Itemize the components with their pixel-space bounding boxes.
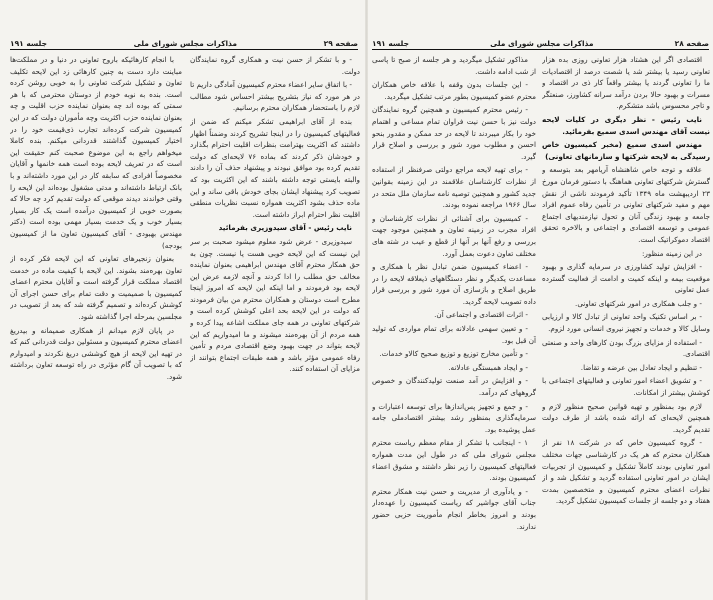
paragraph: - و ایجاد همبستگی عادلانه.	[448, 362, 528, 372]
paragraph: مذاکور تشکیل میگردید و هر جلسه از صبح تا پاسی از شب ادامه داشت.	[372, 55, 536, 76]
paragraph: - و افزایش در آمد صنعت تولیدکنندگان و خصوص گروههای کم درآمد.	[372, 376, 536, 398]
speaker-heading: مهندس اسدی سمیع (مخبر کمیسیون خاص رسیدگی به لایحه شرکتها و سازمانهای تعاونی)	[542, 140, 710, 161]
paragraph: - و تعیین سهمی عادلانه برای تمام مواردی که تولید آن قبل بود.	[372, 324, 536, 345]
session-number: جلسه ۱۹۱	[372, 39, 410, 48]
publication-title: مذاکرات مجلس شورای ملی	[490, 39, 594, 48]
text-column	[10, 54, 182, 594]
paragraph: - رئیس محترم کمیسیون و همچنین گروه نمایندگان دولت نیز با حسن نیت فراوان تمام مساعی و اهتمام خود را بکار میبردند تا لایحه در حد ممکن و مقدور بنحو احسن و مطلوب مورد شور و بررسی و اصلاح قرار گیرد.	[372, 105, 536, 161]
paragraph: بنده از آقای ابراهیمی تشکر میکنم که ضمن از فعالیتهای کمیسیون را در اینجا تشریح کردند وضمناً اظهار داشتند که اکثریت بهترامت بنظرات اقلیت احترام بگذارد و خودشان ذکر کردند که بماده ۷۶ لایحه‌ای که دولت تقدیم کرده بود موافق نبودند و پیشنهاد حذف آن را دادند والبته بایستی توجه داشته باشند که این اکثریت بود که تصویب کرد پیشنهاد ایشان بجای خودش باقی ساند و این ماده حذف بشود اکثریت همواره نسبت نظریات منطقی اقلیت نظر احترام ابراز داشته است.	[190, 116, 360, 219]
paragraph: اقتصادی اگر این هشتاد هزار تعاونی روزی بده هزار تعاونی رسید یا بیشتر شد یا شصت درصد از اقتصادیات ما را تعاونی گردند یا بیشتر واقعاً کار ذی در اقتصاد و مسرات و بهبود حالا بردن درآمد سرانه کشاورز، صنعتگر و تاجر محسوس باشد متشکرم.	[542, 55, 710, 111]
paragraph: - بر اساس تکنیک واحد تعاونی از تبادل کالا و ارزیابی وسایل کالا و خدمات و تجهیز نیروی انسانی مورد لزوم.	[542, 312, 710, 334]
paragraph: - کمیسیون برای آشنائی از نظرات کارشناسان و افراد مجرب در زمینه تعاون و همچنین موجود جهت بررسی و رفع آنها بر آنها از قطع و عیب در شته های مختلف تعاون دعوت بعمل آورد.	[372, 213, 536, 258]
paragraph: - و تأمین مخارج توزیع و توزیع صحیح کالاو خدمات.	[379, 349, 528, 359]
paragraph: با انجام کارهائیکه باروح تعاونی در دنیا و در مملکت‌ها مباینت دارد دست به چنین کارهائی زد این لایحه تکلیف تعاون و تشکیل شرکت تعاونی را به خوبی روشن کرده است. بنده به نوبه خودم از دوستان محترمی که با هر سمتی که بوده اند چه بعنوان نماینده حزب اقلیت و چه بعنوان نماینده حزب اکثریت وچه مأموران دولت که در این کمیسیون شرکت کرده‌اند تجارب ذی‌قیمت خود را در اختیار کمیسیون گذاشتند قدردانی میکنم. بنده کاملا میخواهم راجع به این موضوع صحبت کنم حقیقت این است که در تعریف لایحه بوده است همه خانمها و آقایان مخصوصاً افرادی که سابقه کار در این مورد داشته‌اند و با بانک ارتباط داشته‌اند و مدتی مشغول بوده‌اند این لایحه را وقتی خواندند دیدند موقعی که دولت تقدیم کرد چه حالا که بصورت خوبی از کمیسیون درآمده است یک کار بسیار بسیار خوب و یک خدمت بسیار مهمی بوده است (دکتر مهندس بهبودی - آقای کمیسیون تعاون ما از کمیسیون بودجه)	[10, 55, 182, 250]
paragraph: ۱ - اینجانب با تشکر از مقام معظم ریاست محترم مجلس شورای ملی که در طول این مدت همواره فعالیتهای کمیسیون را زیر نظر داشتند و مشوق اعضاء کمیسیون بودند.	[372, 438, 536, 483]
paragraph: - و جلب همکاری در امور شرکتهای تعاونی.	[575, 298, 702, 308]
text-column	[190, 54, 360, 594]
paragraph: بعنوان زنجیرهای تعاونی که این لایحه فکر کرده از تعاون بهره‌مند بشوند. این لایحه با کیفیت ماده در خدمت اقتصاد مملکت قرار گرفته است و آقایان محترم اعضای کمیسیون با صمیمیت و دقت تمام برای حسن اجرای آن کوشش کرده‌اند و تصمیم گرفته شد که بعد از تصویب در مجلسین بمرحله اجرا گذاشته شود.	[10, 254, 182, 322]
paragraph: - این جلسات بدون وقفه با علاقه‌ خاص همکاران محترم عضو کمیسیون بطور مرتب تشکیل میگردید.	[372, 80, 536, 101]
text-column	[372, 54, 536, 594]
paragraph: سیدوزیری - عرض شود معلوم میشود صحبت بر سر این نیست که این لایحه خوبی هست یا نیست. چون به حق همکار محترم آقای مهندس ابراهیمی بعنوان نماینده مخالف حق مطلب را ادا کردند و آنچه لازمه عرض این لایحه بود فرمودند و اما اینکه این لایحه که امروز اینجا مطرح است دوستان و همکاران محترم من بیان فرمودند که دولت در این لایحه بحد اعلی کوشش کرده است و شرکتهای تعاونی در همه جای مملکت اشاعه پیدا کرده و همه مردم از آن بهره‌مند میشوند و ما امیدواریم که این لایحه بتواند در جهت بهبود وضع اقتصادی مردم و تأمین رفاه عمومی مؤثر باشد و همه طبقات اجتماع بتوانند از مزایای آن استفاده کنند.	[190, 236, 360, 374]
page-header	[10, 36, 358, 50]
paragraph: - استفاده از مزایای بزرگ بودن کارهای واحد و صنعتی اقتصادی.	[542, 337, 710, 359]
paragraph: - افزایش تولید کشاورزی در سرمایه گذاری و بهبود موقعیت بیمه و اینکه کمیت و ادامت از فعالیت گسترده عمل تعاونی	[542, 262, 710, 295]
paragraph: - برای تهیه لایحه مراجع دولتی صرفنظر از استفاده از نظرات کارشناسان علاقمند در این زمینه بقوانین جدید کشور و همچنین توصیه نامه سازمان ملل متحد در سال ۱۹۶۶ مراجعه نموده بودند.	[372, 165, 536, 210]
right-page	[368, 0, 713, 600]
page-number: صفحه ۲۹	[323, 39, 358, 48]
speaker-heading: نایب رئیس - آقای سیدوزیری بفرمائید	[218, 223, 352, 233]
paragraph: - اثرات اقتصادی و اجتماعی آن.	[434, 310, 528, 320]
paragraph: - با اتفاق سایر اعضاء محترم کمیسیون آمادگی داریم تا در هر مورد که نیاز بتشریح بیشتر احساس شود مطالب لازم را باستحضار همکاران محترم برسانیم.	[190, 80, 360, 113]
paragraph: لازم بود بمنظور و تهیه قوانین صحیح منظور لازم و همچنین لایحه‌ای که ارائه شده باشد از طرف دولت تقدیم گردید.	[542, 401, 710, 434]
paragraph: علاقه و توجه خاص شاهنشاه آریامهر بعد بتوسعه و گسترش شرکتهای تعاونی هماهنگ با دستور فرمان مورخ ۲۳ اردیبهشت ماه ۱۳۴۹ تأکید فرمودند ناشی از نقش مهم و مفید شرکتهای تعاونی در تأمین رفاه عموم افراد جامعه و بهبود زندگی آنان و تحول نیازمندیهای اجتماع عمومی و توسعه اقتصادی و اجتماعی و بالاخره تحقق اقتصاد دموکراتیک است.	[542, 165, 710, 244]
speaker-heading: نایب رئیس - نظر دیگری در کلیات لایحه نیست آقای مهندس اسدی سمیع بفرمائید.	[542, 114, 710, 136]
paragraph: - تنظیم و ایجاد تعادل بین عرضه و تقاضا.	[580, 362, 702, 372]
paragraph: در این زمینه منظور:	[641, 248, 702, 258]
page-header	[372, 36, 709, 50]
paragraph: - اعضاء کمیسیون ضمن تبادل نظر با همکاری و مساعدت یکدیگر و نظر دستگاههای ذیعلاقه لایحه را در طریق اصلاح و بازسازی آن مورد شور و بررسی قرار داده تصویب لایحه گردید.	[372, 262, 536, 306]
paragraph: - و با تشکر از حسن نیت و همکاری گروه نمایندگان دولت.	[190, 55, 360, 76]
paragraph: - گروه کمیسیون خاص که در شرکت ۱۸ نفر از همکاران محترم که هر یک در کارشناسی جهات مختلف امور تعاونی بودند کاملاً تشکیل و کمیسیون از تجربیات ایشان در امور تعاونی استفاده گردید و تشکیل شد و از نظرات اعضای محترم کمیسیون و متخصصین بمدت هفتاد و دو جلسه از جلسات کمیسیون تشکیل گردید.	[542, 438, 710, 506]
publication-title: مذاکرات مجلس شورای ملی	[133, 39, 237, 48]
paragraph: در پایان لازم میدانم از همکاری صمیمانه و بیدریغ اعضای محترم کمیسیون و مسئولین دولت قدردانی کنم که در تهیه این لایحه از هیچ کوششی دریغ نکردند و امیدوارم که با تصویب آن گام مؤثری در راه توسعه تعاون برداشته شود.	[10, 325, 182, 382]
paragraph: - و یادآوری از مدیریت و حسن نیت همکار محترم جناب آقای جواشیر که ریاست کمیسیون را عهده‌دار بودند و امروز بخاطر انجام مأموریت حزبی حضور ندارند.	[372, 486, 536, 531]
paragraph: - و تشویق اعضاء امور تعاونی و فعالیتهای اجتماعی با کوشش بیشتر از امکانات.	[542, 376, 710, 398]
text-column	[542, 54, 710, 594]
paragraph: - و جمع و تجهیز پس‌اندازها برای توسعه اعتبارات و سرمایه‌گذاری بمنظور رشد بیشتر اقتصادملی جامه عمل پوشیده بود.	[372, 401, 536, 434]
session-number: جلسه ۱۹۱	[10, 39, 48, 48]
page-number: صفحه ۲۸	[674, 39, 709, 48]
